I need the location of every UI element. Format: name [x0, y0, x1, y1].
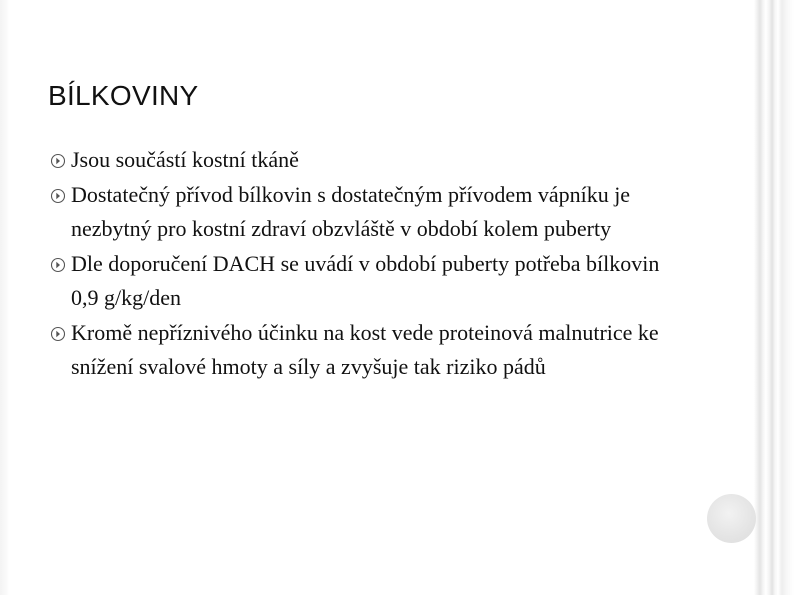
bullet-text: Kromě nepříznivého účinku na kost vede proteinová malnutrice ke snížení svalové hmoty a síly a zvyšuje tak riziko pádů [71, 319, 659, 379]
slide-right-edge-decoration [754, 0, 794, 595]
bullet-item [48, 178, 688, 247]
circle-arrow-icon [50, 153, 66, 169]
bullet-text: Dostatečný přívod bílkovin s dostatečným přívodem vápníku je nezbytný pro kostní zdraví obzvláště v období kolem puberty [71, 181, 631, 241]
bullet-item [48, 247, 688, 316]
bullet-item [48, 316, 688, 385]
slide-left-edge [0, 0, 9, 595]
bullet-text: Dle doporučení DACH se uvádí v období puberty potřeba bílkovin 0,9 g/kg/den [71, 250, 660, 310]
circle-arrow-icon [50, 188, 66, 204]
circle-arrow-icon [50, 257, 66, 273]
bullet-list [48, 143, 688, 385]
slide-title: BÍLKOVINY [48, 80, 199, 111]
circle-arrow-icon [50, 326, 66, 342]
circle-decoration [707, 494, 756, 543]
bullet-text: Jsou součástí kostní tkáně [71, 147, 299, 172]
bullet-item [48, 143, 688, 178]
